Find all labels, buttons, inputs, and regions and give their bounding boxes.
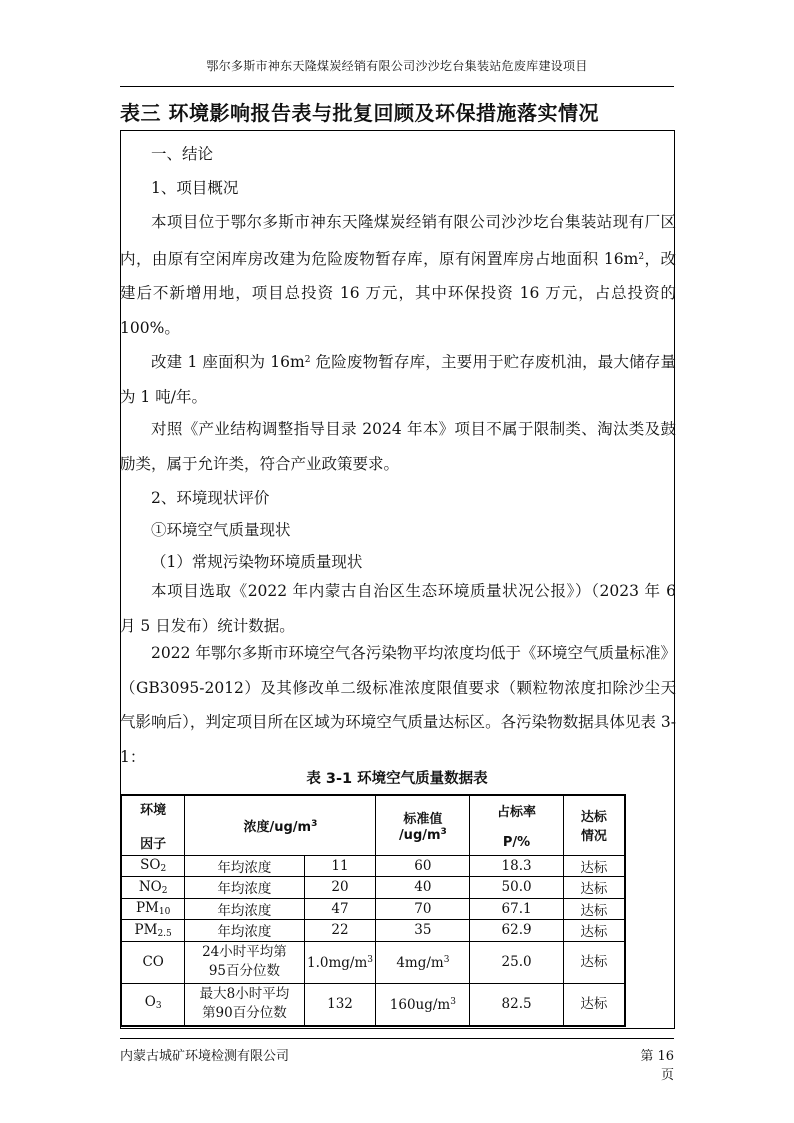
factor-name: SO	[140, 857, 161, 874]
factor-cell	[121, 983, 185, 1026]
status-cell: 达标	[563, 941, 625, 983]
paragraph-data-source: 本项目选取《2022 年内蒙古自治区生态环境质量状况公报》）（2023 年 6 月 5 日发布）统计数据。	[120, 582, 676, 635]
table-row	[121, 898, 625, 920]
heading-air-quality: ①环境空气质量现状	[151, 521, 291, 539]
metric-cell	[185, 941, 304, 983]
air-quality-table	[120, 794, 626, 1027]
header-status	[563, 795, 625, 855]
header-text: 因子	[140, 836, 167, 852]
ratio-cell: 25.0	[470, 941, 564, 983]
paragraph-storage	[120, 343, 676, 414]
header-text: 标准值	[403, 811, 443, 827]
heading-project-overview: 1、项目概况	[151, 179, 239, 197]
factor-cell	[121, 920, 185, 942]
table-row	[121, 983, 625, 1026]
value-cell: 47	[304, 898, 376, 920]
value-cell: 132	[304, 983, 376, 1026]
status-cell: 达标	[563, 877, 625, 899]
standard-cell: 40	[376, 877, 470, 899]
value-cell: 20	[304, 877, 376, 899]
section-title: 表三 环境影响报告表与批复回顾及环保措施落实情况	[120, 101, 599, 125]
standard-cell: 60	[376, 855, 470, 877]
metric-line: 24小时平均第	[202, 944, 287, 960]
value-cell: 11	[304, 855, 376, 877]
factor-subscript: 10	[158, 907, 171, 918]
footer-divider	[120, 1038, 674, 1039]
header-text: P/%	[502, 834, 531, 850]
metric-cell: 年均浓度	[185, 877, 304, 899]
metric-line: 最大8小时平均	[199, 986, 290, 1002]
value-cell: 22	[304, 920, 376, 942]
standard-cell	[376, 941, 470, 983]
factor-subscript: 2	[160, 864, 167, 875]
paragraph-text: 本项目位于鄂尔多斯市神东天隆煤炭经销有限公司沙沙圪台集装站现有厂区内，由原有空闲库房改建为危险废物暂存库，原有闲置库房占地面积 16m	[120, 213, 676, 268]
table-row	[121, 920, 625, 942]
header-ratio	[470, 795, 564, 855]
factor-cell	[121, 898, 185, 920]
superscript: 3	[443, 955, 450, 965]
factor-subscript: 2.5	[157, 928, 172, 939]
header-divider	[120, 86, 674, 87]
status-cell: 达标	[563, 920, 625, 942]
header-text: 达标	[580, 810, 607, 826]
value-cell	[304, 941, 376, 983]
superscript: 2	[638, 251, 645, 262]
superscript: 3	[367, 955, 373, 965]
metric-cell: 年均浓度	[185, 920, 304, 942]
footer-page-number: 第 16 页	[640, 1049, 674, 1083]
factor-subscript: 2	[161, 885, 168, 896]
factor-name: PM	[134, 921, 158, 938]
header-text: 环境	[140, 802, 167, 818]
paragraph-policy: 对照《产业结构调整指导目录 2024 年本》项目不属于限制类、淘汰类及鼓励类，属于允许类，符合产业政策要求。	[120, 420, 676, 473]
factor-cell	[121, 877, 185, 899]
paragraph-text: 危险废物暂存库，主要用于贮存废机油，最大储存量为 1 吨/年。	[120, 353, 676, 406]
superscript: 3	[311, 818, 318, 829]
factor-name: PM	[135, 900, 159, 917]
paragraph-text: ，改建后不新增用地，项目总投资 16 万元，其中环保投资 16 万元，占总投资的 100%。	[120, 249, 676, 337]
ratio-cell: 50.0	[470, 877, 564, 899]
header-factor	[121, 795, 185, 855]
heading-pollutants: （1）常规污染物环境质量现状	[151, 553, 363, 571]
header-standard	[376, 795, 470, 855]
table-row	[121, 941, 625, 983]
metric-cell: 年均浓度	[185, 855, 304, 877]
factor-cell	[121, 855, 185, 877]
header-concentration	[185, 795, 376, 855]
standard-cell: 35	[376, 920, 470, 942]
metric-cell	[185, 983, 304, 1026]
metric-cell: 年均浓度	[185, 898, 304, 920]
ratio-cell: 62.9	[470, 920, 564, 942]
superscript: 3	[440, 826, 447, 837]
heading-conclusion: 一、结论	[151, 145, 214, 163]
paragraph-project-location	[120, 205, 676, 345]
standard-text: 4mg/m	[396, 955, 444, 971]
footer-company: 内蒙古城矿环境检测有限公司	[120, 1049, 290, 1064]
heading-environment-status: 2、环境现状评价	[151, 489, 270, 507]
table-row	[121, 855, 625, 877]
factor-name: O	[144, 993, 156, 1010]
header-text: 占标率	[497, 804, 537, 820]
factor-name: CO	[142, 953, 164, 970]
factor-cell	[121, 941, 185, 983]
table-caption: 表 3-1 环境空气质量数据表	[306, 771, 488, 787]
ratio-cell: 82.5	[470, 983, 564, 1026]
paragraph-text: 改建 1 座面积为 16m	[151, 353, 305, 371]
status-cell: 达标	[563, 983, 625, 1026]
standard-text: 160ug/m	[389, 997, 451, 1013]
metric-line: 95百分位数	[208, 963, 280, 979]
header-text: 情况	[580, 829, 607, 845]
factor-name: NO	[138, 878, 162, 895]
table-row	[121, 877, 625, 899]
status-cell: 达标	[563, 898, 625, 920]
metric-line: 第90百分位数	[202, 1005, 287, 1021]
ratio-cell: 67.1	[470, 898, 564, 920]
ratio-cell: 18.3	[470, 855, 564, 877]
paragraph-air-standard: 2022 年鄂尔多斯市环境空气各污染物平均浓度均低于《环境空气质量标准》（GB3095-2012）及其修改单二级标准浓度限值要求（颗粒物浓度扣除沙尘天气影响后），判定项目所在区域为环境空气质量达标区。各污染物数据具体见表 3-1：	[120, 644, 676, 766]
page-header: 鄂尔多斯市神东天隆煤炭经销有限公司沙沙圪台集装站危废库建设项目	[206, 59, 588, 73]
status-cell: 达标	[563, 855, 625, 877]
factor-subscript: 3	[155, 1000, 162, 1011]
value-text: 1.0mg/m	[307, 955, 368, 971]
standard-cell	[376, 983, 470, 1026]
superscript: 3	[450, 997, 456, 1007]
standard-cell: 70	[376, 898, 470, 920]
header-text: 浓度/ug/m	[243, 819, 312, 835]
superscript: 2	[304, 355, 311, 365]
header-text: /ug/m	[398, 827, 441, 843]
